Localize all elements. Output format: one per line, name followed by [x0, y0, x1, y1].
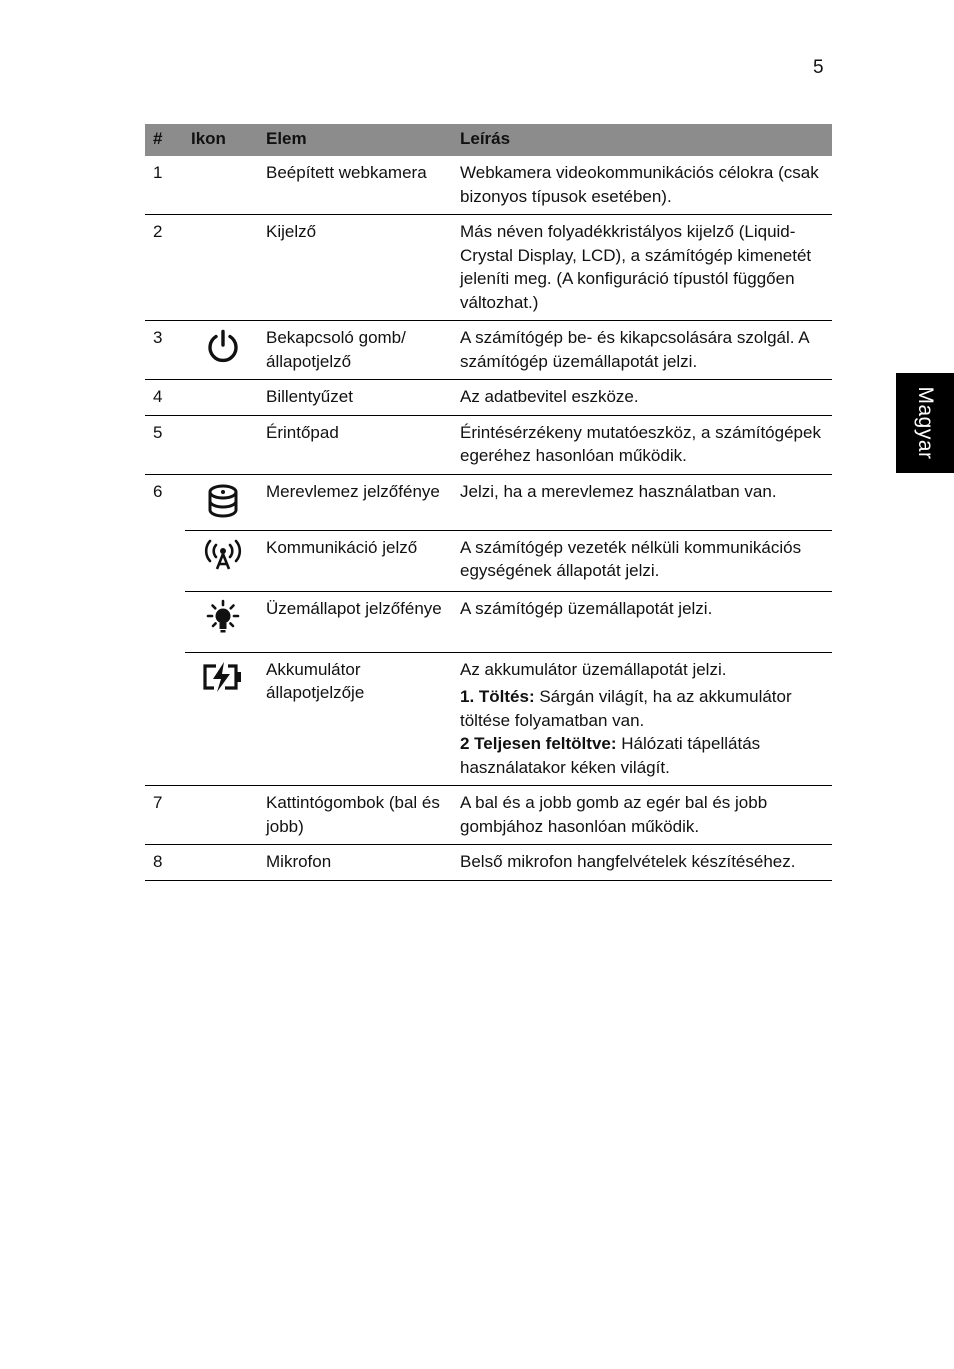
components-table [145, 124, 832, 881]
row-number: 4 [145, 380, 185, 416]
row-number: 5 [145, 415, 185, 474]
row-number: 8 [145, 845, 185, 881]
row-number: 2 [145, 215, 185, 321]
row-description: Más néven folyadékkristályos kijelző (Liquid-Crystal Display, LCD), a számítógép kimenetét jeleníti meg. (A konfiguráció típustól függően változhat.) [452, 215, 832, 321]
battery-detail-charging [460, 685, 826, 732]
row-number: 1 [153, 163, 163, 182]
row-number: 6 [145, 474, 185, 530]
battery-icon [200, 660, 246, 694]
row-number: 3 [145, 321, 185, 380]
table-row [145, 380, 832, 416]
language-tab-label: Magyar [914, 386, 937, 460]
header-num: # [145, 124, 185, 156]
table-header [145, 124, 832, 156]
row-description: Belső mikrofon hangfelvételek készítéséhez. [452, 845, 832, 881]
row-element: Bekapcsoló gomb/ állapotjelző [258, 321, 452, 380]
row-element: Kattintógombok (bal és jobb) [258, 786, 452, 845]
row-element: Kommunikáció jelző [258, 530, 452, 591]
battery-description: Az akkumulátor üzemállapotát jelzi. [460, 659, 727, 679]
row-description: A számítógép üzemállapotát jelzi. [452, 591, 832, 652]
row-description: Érintésérzékeny mutatóeszköz, a számítógépek egeréhez hasonlóan működik. [452, 415, 832, 474]
row-number: 7 [145, 786, 185, 845]
row-element: Billentyűzet [258, 380, 452, 416]
power-icon [205, 328, 241, 364]
table-row [145, 415, 832, 474]
row-element: Kijelző [258, 215, 452, 321]
table-row [145, 156, 832, 215]
row-description: Az adatbevitel eszköze. [452, 380, 832, 416]
header-icon: Ikon [185, 124, 258, 156]
power-status-icon [203, 599, 243, 639]
row-description: A számítógép vezeték nélküli kommunikációs egységének állapotát jelzi. [452, 530, 832, 591]
detail-text: Sárgán világít, ha az akkumulátor töltése folyamatban van. [460, 687, 792, 730]
row-description: A bal és a jobb gomb az egér bal és jobb gombjához hasonlóan működik. [452, 786, 832, 845]
table-row [145, 215, 832, 321]
table-row [145, 321, 832, 380]
row-element: Beépített webkamera [266, 163, 427, 182]
row-element: Merevlemez jelzőfénye [258, 474, 452, 530]
detail-label: 2 Teljesen feltöltve: [460, 734, 617, 753]
table-row [145, 786, 832, 845]
wireless-icon [201, 538, 245, 572]
row-element: Érintőpad [258, 415, 452, 474]
row-element: Akkumulátor állapotjelzője [258, 652, 452, 786]
detail-label: 1. Töltés: [460, 687, 535, 706]
detail-text: Hálózati tápellátás használatakor kéken világít. [460, 734, 761, 777]
table-row [145, 474, 832, 530]
row-description: Webkamera videokommunikációs célokra (csak bizonyos típusok esetében). [460, 163, 819, 206]
row-description: A számítógép be- és kikapcsolására szolgál. A számítógép üzemállapotát jelzi. [452, 321, 832, 380]
row-element: Üzemállapot jelzőfénye [258, 591, 452, 652]
row-element: Mikrofon [258, 845, 452, 881]
page-number: 5 [813, 57, 824, 78]
table-row [145, 845, 832, 881]
table-row [145, 591, 832, 652]
row-description: Jelzi, ha a merevlemez használatban van. [452, 474, 832, 530]
row-description [452, 652, 832, 786]
language-tab [896, 373, 954, 473]
hdd-icon [205, 482, 241, 520]
header-desc: Leírás [452, 124, 832, 156]
battery-detail-charged [460, 732, 826, 779]
header-elem: Elem [258, 124, 452, 156]
table-row [145, 530, 832, 591]
table-row [145, 652, 832, 786]
